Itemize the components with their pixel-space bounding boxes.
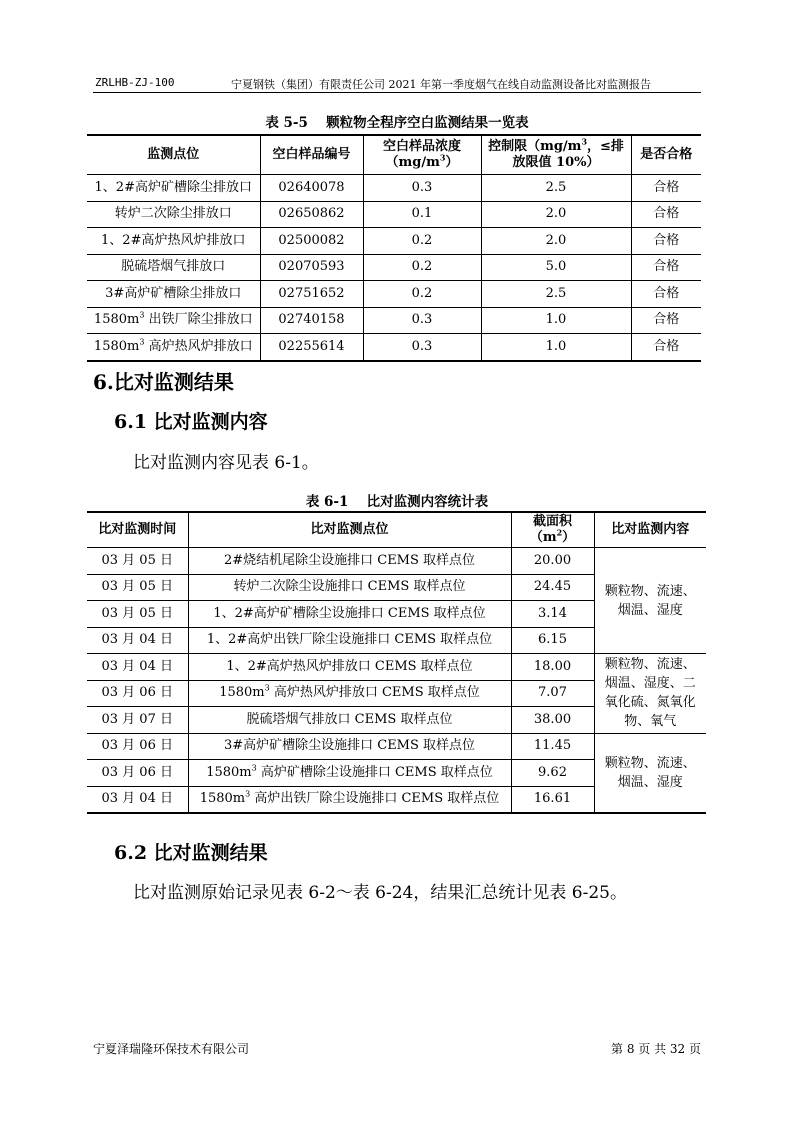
section-6-1-title: 6.1 比对监测内容 (114, 411, 268, 433)
cell-conc: 0.3 (363, 175, 481, 202)
header-limit: 控制限（$mg/m^3$，≤排 放限值 10%） (481, 135, 631, 175)
cell-conc: 0.3 (363, 307, 481, 334)
cell-area: 6.15 (511, 627, 594, 654)
cell-conc: 0.3 (363, 334, 481, 361)
cell-pass: 合格 (631, 281, 701, 308)
cell-time: 03 月 04 日 (87, 627, 188, 654)
cell-sample: 02070593 (260, 254, 363, 281)
cell-pass: 合格 (631, 334, 701, 361)
cell-content: 颗粒物、流速、 烟温、湿度 (594, 733, 706, 813)
cell-content: 颗粒物、流速、 烟温、湿度、二 氧化硫、氮氧化 物、氧气 (594, 654, 706, 734)
footer-page-number: 第 8 页 共 32 页 (611, 1042, 701, 1056)
table-row (87, 334, 701, 361)
cell-conc: 0.2 (363, 228, 481, 255)
cell-sample: 02255614 (260, 334, 363, 361)
header-conc: 空白样品浓度 $(mg/m^3)$ (363, 135, 481, 175)
cell-point: $1580m^3$ 高炉热风炉排放口 CEMS 取样点位 (188, 680, 511, 707)
table-row (87, 733, 706, 760)
cell-limit: 2.0 (481, 201, 631, 228)
cell-area: 9.62 (511, 760, 594, 787)
cell-time: 03 月 04 日 (87, 786, 188, 813)
cell-area: 11.45 (511, 733, 594, 760)
cell-area: 18.00 (511, 654, 594, 681)
report-title: 宁夏钢铁（集团）有限责任公司 2021 年第一季度烟气在线自动监测设备比对监测报告 (231, 78, 651, 91)
cell-limit: 5.0 (481, 254, 631, 281)
cell-pass: 合格 (631, 307, 701, 334)
cell-point: $1580m^3$ 高炉矿槽除尘设施排口 CEMS 取样点位 (188, 760, 511, 787)
table-row (87, 307, 701, 334)
cell-point: 1、2#高炉热风炉排放口 (87, 228, 260, 255)
header-time: 比对监测时间 (87, 512, 188, 548)
cell-area: 7.07 (511, 680, 594, 707)
cell-pass: 合格 (631, 175, 701, 202)
section-6-title: 6.比对监测结果 (93, 370, 234, 394)
cell-area: 20.00 (511, 548, 594, 575)
cell-point: 3#高炉矿槽除尘排放口 (87, 281, 260, 308)
cell-time: 03 月 06 日 (87, 760, 188, 787)
cell-limit: 2.5 (481, 281, 631, 308)
header-area: 截面积 $(m^2)$ (511, 512, 594, 548)
table-row (87, 175, 701, 202)
cell-point: 1、2#高炉热风炉排放口 CEMS 取样点位 (188, 654, 511, 681)
cell-point: 2#烧结机尾除尘设施排口 CEMS 取样点位 (188, 548, 511, 575)
cell-time: 03 月 05 日 (87, 601, 188, 628)
cell-point: 3#高炉矿槽除尘设施排口 CEMS 取样点位 (188, 733, 511, 760)
cell-time: 03 月 06 日 (87, 680, 188, 707)
cell-area: 38.00 (511, 707, 594, 734)
table-header-row (87, 135, 701, 175)
cell-point: $1580m^3$ 出铁厂除尘排放口 (87, 307, 260, 334)
cell-pass: 合格 (631, 201, 701, 228)
cell-point: 1、2#高炉矿槽除尘排放口 (87, 175, 260, 202)
cell-area: 3.14 (511, 601, 594, 628)
header-point: 比对监测点位 (188, 512, 511, 548)
cell-sample: 02650862 (260, 201, 363, 228)
cell-time: 03 月 06 日 (87, 733, 188, 760)
cell-point: $1580m^3$ 高炉出铁厂除尘设施排口 CEMS 取样点位 (188, 786, 511, 813)
cell-limit: 2.0 (481, 228, 631, 255)
cell-limit: 1.0 (481, 334, 631, 361)
cell-point: 1、2#高炉出铁厂除尘设施排口 CEMS 取样点位 (188, 627, 511, 654)
header-sample: 空白样品编号 (260, 135, 363, 175)
cell-pass: 合格 (631, 228, 701, 255)
cell-sample: 02740158 (260, 307, 363, 334)
table-row (87, 201, 701, 228)
cell-conc: 0.2 (363, 281, 481, 308)
table-5-5 (87, 134, 701, 362)
section-6-1-text: 比对监测内容见表 6-1。 (133, 453, 319, 473)
cell-time: 03 月 05 日 (87, 548, 188, 575)
table-row (87, 654, 706, 681)
footer-company: 宁夏泽瑞隆环保技术有限公司 (93, 1042, 250, 1056)
cell-conc: 0.2 (363, 254, 481, 281)
cell-point: 脱硫塔烟气排放口 CEMS 取样点位 (188, 707, 511, 734)
table-6-1 (87, 511, 706, 814)
cell-content: 颗粒物、流速、 烟温、湿度 (594, 548, 706, 654)
cell-sample: 02751652 (260, 281, 363, 308)
report-code: ZRLHB-ZJ-100 (95, 76, 175, 89)
header-pass: 是否合格 (631, 135, 701, 175)
table-5-5-caption: 表 5-5 颗粒物全程序空白监测结果一览表 (265, 115, 529, 131)
page-header (93, 72, 701, 93)
table-header-row (87, 512, 706, 548)
cell-point: $1580m^3$ 高炉热风炉排放口 (87, 334, 260, 361)
header-content: 比对监测内容 (594, 512, 706, 548)
cell-sample: 02640078 (260, 175, 363, 202)
cell-point: 1、2#高炉矿槽除尘设施排口 CEMS 取样点位 (188, 601, 511, 628)
table-row (87, 254, 701, 281)
cell-area: 24.45 (511, 574, 594, 601)
cell-time: 03 月 04 日 (87, 654, 188, 681)
cell-limit: 2.5 (481, 175, 631, 202)
header-point: 监测点位 (87, 135, 260, 175)
section-6-2-title: 6.2 比对监测结果 (114, 842, 268, 864)
cell-point: 转炉二次除尘设施排口 CEMS 取样点位 (188, 574, 511, 601)
table-6-1-caption: 表 6-1 比对监测内容统计表 (305, 494, 489, 510)
table-row (87, 228, 701, 255)
cell-conc: 0.1 (363, 201, 481, 228)
cell-area: 16.61 (511, 786, 594, 813)
cell-sample: 02500082 (260, 228, 363, 255)
cell-limit: 1.0 (481, 307, 631, 334)
cell-time: 03 月 05 日 (87, 574, 188, 601)
cell-point: 脱硫塔烟气排放口 (87, 254, 260, 281)
table-row (87, 281, 701, 308)
table-row (87, 548, 706, 575)
cell-pass: 合格 (631, 254, 701, 281)
cell-point: 转炉二次除尘排放口 (87, 201, 260, 228)
section-6-2-text: 比对监测原始记录见表 6-2～表 6-24，结果汇总统计见表 6-25。 (133, 883, 627, 903)
cell-time: 03 月 07 日 (87, 707, 188, 734)
